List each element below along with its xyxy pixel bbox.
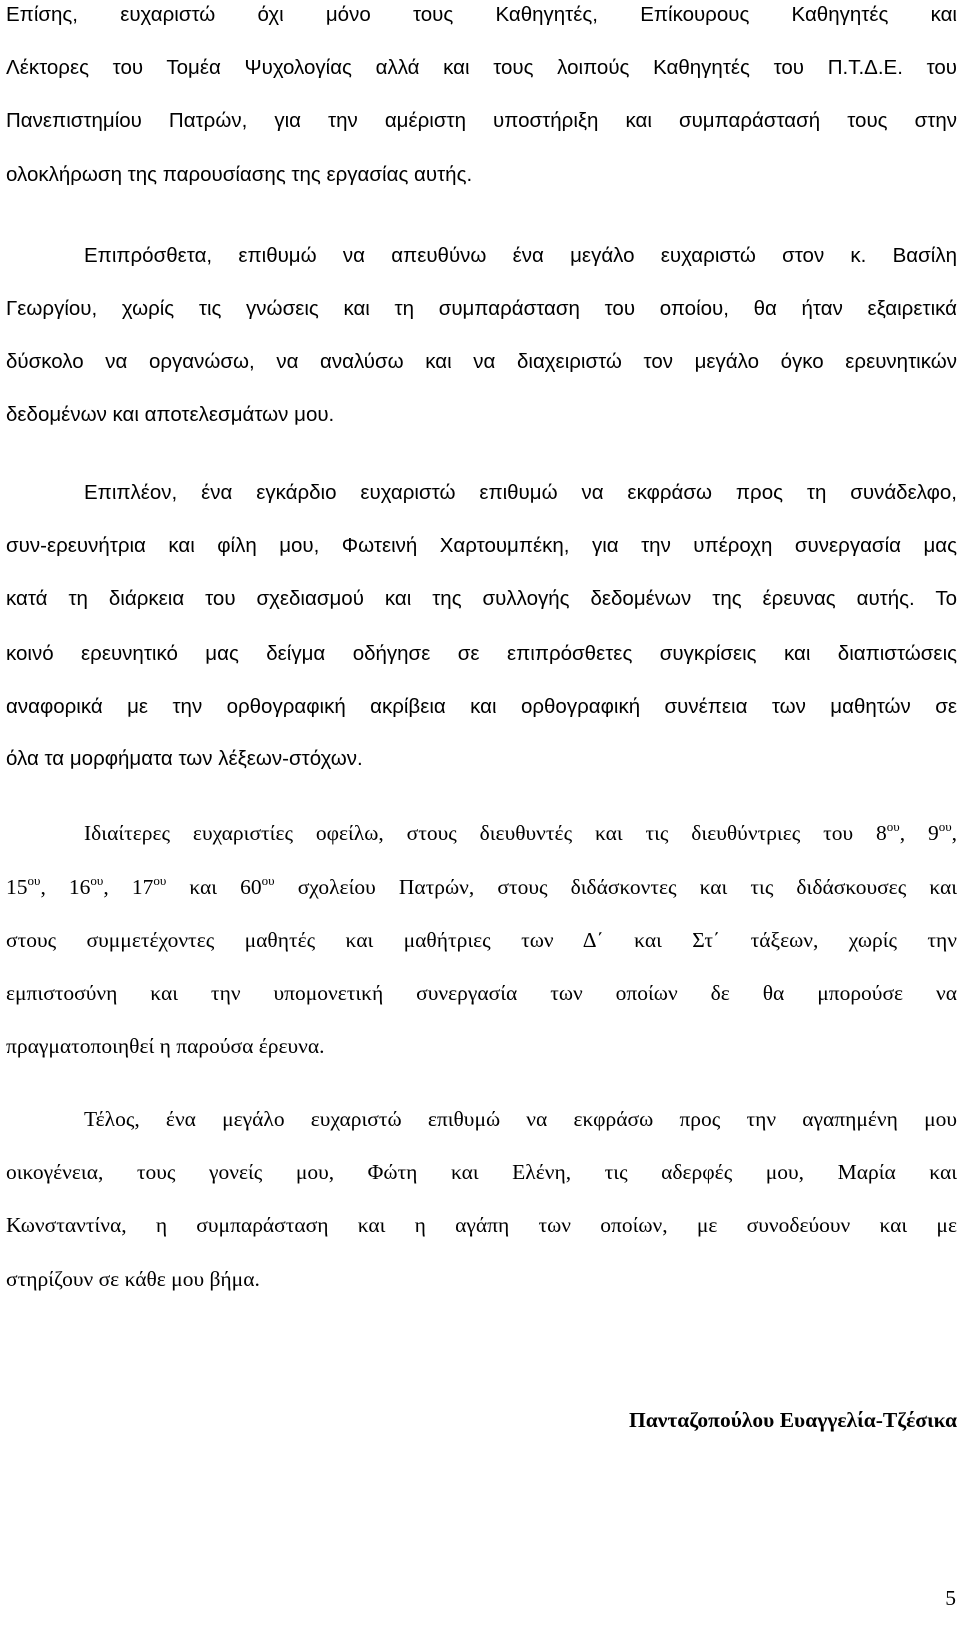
text-line: οικογένεια, τους γονείς μου, Φώτη και Ελένη, τις αδερφές μου, Μαρία και [6,1160,957,1184]
text-run: , 17 [103,875,154,899]
text-line: Πανεπιστημίου Πατρών, για την αμέριστη υποστήριξη και συμπαράστασή τους στην [6,109,957,132]
text-run: , 16 [40,875,91,899]
text-line: Λέκτορες του Τομέα Ψυχολογίας αλλά και τους λοιπούς Καθηγητές του Π.Τ.Δ.Ε. του [6,56,957,79]
ordinal-superscript: ου [886,819,900,834]
text-line: κατά τη διάρκεια του σχεδιασμού και της συλλογής δεδομένων της έρευνας αυτής. Το [6,587,957,610]
text-run: , 9 [899,821,939,845]
text-line: Τέλος, ένα μεγάλο ευχαριστώ επιθυμώ να εκφράσω προς την αγαπημένη μου [84,1107,957,1131]
text-line: Επιπρόσθετα, επιθυμώ να απευθύνω ένα μεγάλο ευχαριστώ στον κ. Βασίλη [84,244,957,267]
text-line: εμπιστοσύνη και την υπομονετική συνεργασία των οποίων δε θα μπορούσε να [6,981,957,1005]
ordinal-superscript: ου [90,873,104,888]
text-run: 15 [6,875,28,899]
text-line: στηρίζουν σε κάθε μου βήμα. [6,1267,260,1291]
ordinal-superscript: ου [153,873,167,888]
text-run: Ιδιαίτερες ευχαριστίες οφείλω, στους διευθυντές και τις διευθύντριες του 8 [84,821,887,845]
text-line [6,818,957,848]
page-number: 5 [945,1586,956,1610]
text-line [6,872,957,902]
text-line: Επιπλέον, ένα εγκάρδιο ευχαριστώ επιθυμώ να εκφράσω προς τη συνάδελφο, [84,481,957,504]
ordinal-superscript: ου [261,873,275,888]
text-run: σχολείου Πατρών, στους διδάσκοντες και τις διδάσκουσες και [274,875,958,899]
text-run: , [951,821,958,845]
text-line: αναφορικά με την ορθογραφική ακρίβεια και ορθογραφική συνέπεια των μαθητών σε [6,695,957,718]
text-line: κοινό ερευνητικό μας δείγμα οδήγησε σε επιπρόσθετες συγκρίσεις και διαπιστώσεις [6,642,957,665]
ordinal-superscript: ου [27,873,41,888]
text-line: Επίσης, ευχαριστώ όχι μόνο τους Καθηγητές, Επίκουρους Καθηγητές και [6,3,957,26]
ordinal-superscript: ου [938,819,952,834]
text-line: πραγματοποιηθεί η παρούσα έρευνα. [6,1034,325,1058]
text-line: στους συμμετέχοντες μαθητές και μαθήτριες των Δ΄ και Στ΄ τάξεων, χωρίς την [6,928,957,952]
text-line: συν-ερευνήτρια και φίλη μου, Φωτεινή Χαρτουμπέκη, για την υπέροχη συνεργασία μας [6,534,957,557]
text-line: δεδομένων και αποτελεσμάτων μου. [6,403,335,426]
text-run: και 60 [166,875,262,899]
text-line: Κωνσταντίνα, η συμπαράσταση και η αγάπη των οποίων, με συνοδεύουν και με [6,1213,957,1237]
text-line: όλα τα μορφήματα των λέξεων-στόχων. [6,747,363,770]
text-line: Γεωργίου, χωρίς τις γνώσεις και τη συμπαράσταση του οποίου, θα ήταν εξαιρετικά [6,297,957,320]
text-line: ολοκλήρωση της παρουσίασης της εργασίας αυτής. [6,163,473,186]
text-line: δύσκολο να οργανώσω, να αναλύσω και να διαχειριστώ τον μεγάλο όγκο ερευνητικών [6,350,957,373]
author-signature: Πανταζοπούλου Ευαγγελία-Τζέσικα [629,1408,957,1432]
